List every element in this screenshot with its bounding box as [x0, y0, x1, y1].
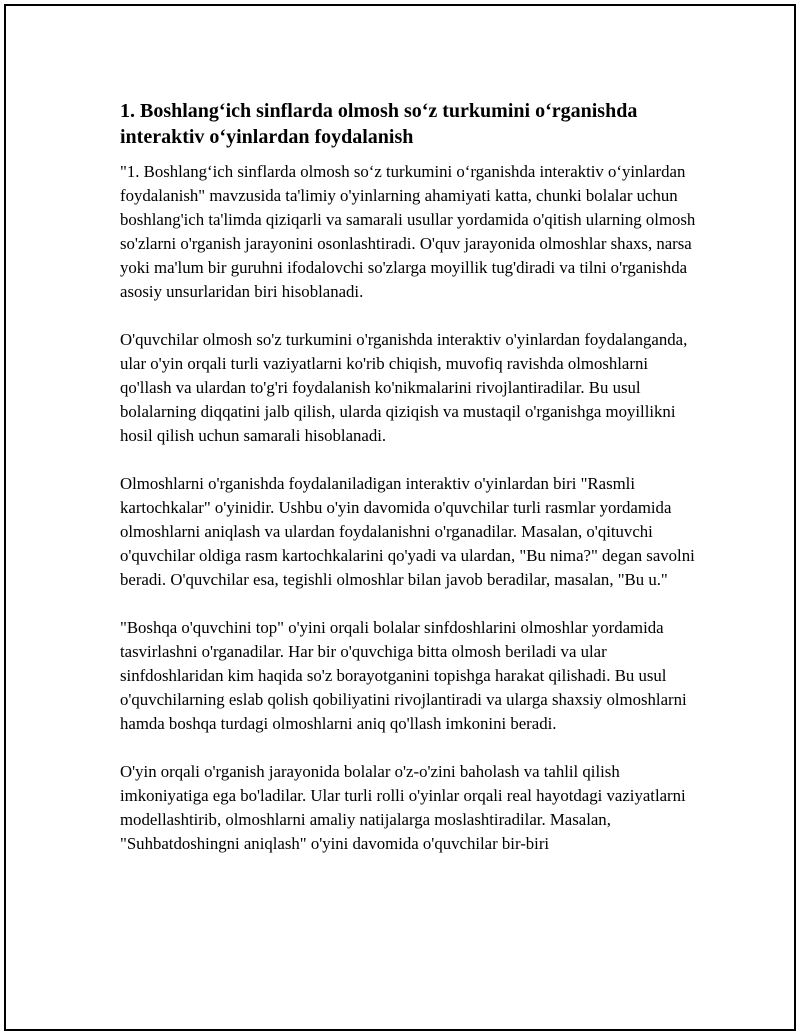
page-frame: [4, 4, 796, 1031]
section-heading: 1. Boshlang‘ich sinflarda olmosh so‘z turkumini o‘rganishda interaktiv o‘yinlardan foydalanish: [120, 100, 638, 148]
paragraph-2: O'quvchilar olmosh so'z turkumini o'rganishda interaktiv o'yinlardan foydalanganda, ular o'yin orqali turli vaziyatlarni ko'rib chiqish, muvofiq ravishda olmoshlarni qo'llash va ulardan to'g'ri foydalanish ko'nikmalarini rivojlantiradilar. Bu usul bolalarning diqqatini jalb qilish, ularda qiziqish va mustaqil o'rganishga moyillikni hosil qilish uchun samarali hisoblanadi.: [120, 330, 688, 445]
document-body: [120, 98, 700, 880]
paragraph-1: "1. Boshlang‘ich sinflarda olmosh so‘z turkumini o‘rganishda interaktiv o‘yinlardan foydalanish" mavzusida ta'limiy o'yinlarning ahamiyati katta, chunki bolalar uchun boshlang'ich ta'limda qiziqarli va samarali usullar yordamida o'qitish ularning olmosh so'zlarni o'rganish jarayonini osonlashtiradi. O'quv jarayonida olmoshlar shaxs, narsa yoki ma'lum bir guruhni ifodalovchi so'zlarga moyillik tug'diradi va tilni o'rganishda asosiy unsurlaridan biri hisoblanadi.: [120, 162, 696, 301]
paragraph-3: Olmoshlarni o'rganishda foydalaniladigan interaktiv o'yinlardan biri "Rasmli kartochkalar" o'yinidir. Ushbu o'yin davomida o'quvchilar turli rasmlar yordamida olmoshlarni aniqlash va ulardan foydalanishni o'rganadilar. Masalan, o'qituvchi o'quvchilar oldiga rasm kartochkalarini qo'yadi va ulardan, "Bu nima?" degan savolni beradi. O'quvchilar esa, tegishli olmoshlar bilan javob beradilar, masalan, "Bu u.": [120, 474, 695, 589]
paragraph-5: O'yin orqali o'rganish jarayonida bolalar o'z-o'zini baholash va tahlil qilish imkoniyatiga ega bo'ladilar. Ular turli rolli o'yinlar orqali real hayotdagi vaziyatlarni modellashtirib, olmoshlarni amaliy natijalarga moslashtiradilar. Masalan, "Suhbatdoshingni aniqlash" o'yini davomida o'quvchilar bir-biri: [120, 762, 686, 853]
paragraph-4: "Boshqa o'quvchini top" o'yini orqali bolalar sinfdoshlarini olmoshlar yordamida tasvirlashni o'rganadilar. Har bir o'quvchiga bitta olmosh beriladi va ular sinfdoshlaridan kim haqida so'z borayotganini topishga harakat qilishadi. Bu usul o'quvchilarning eslab qolish qobiliyatini rivojlantiradi va ularga shaxsiy olmoshlarni hamda boshqa turdagi olmoshlarni aniq qo'llash imkonini beradi.: [120, 618, 687, 733]
